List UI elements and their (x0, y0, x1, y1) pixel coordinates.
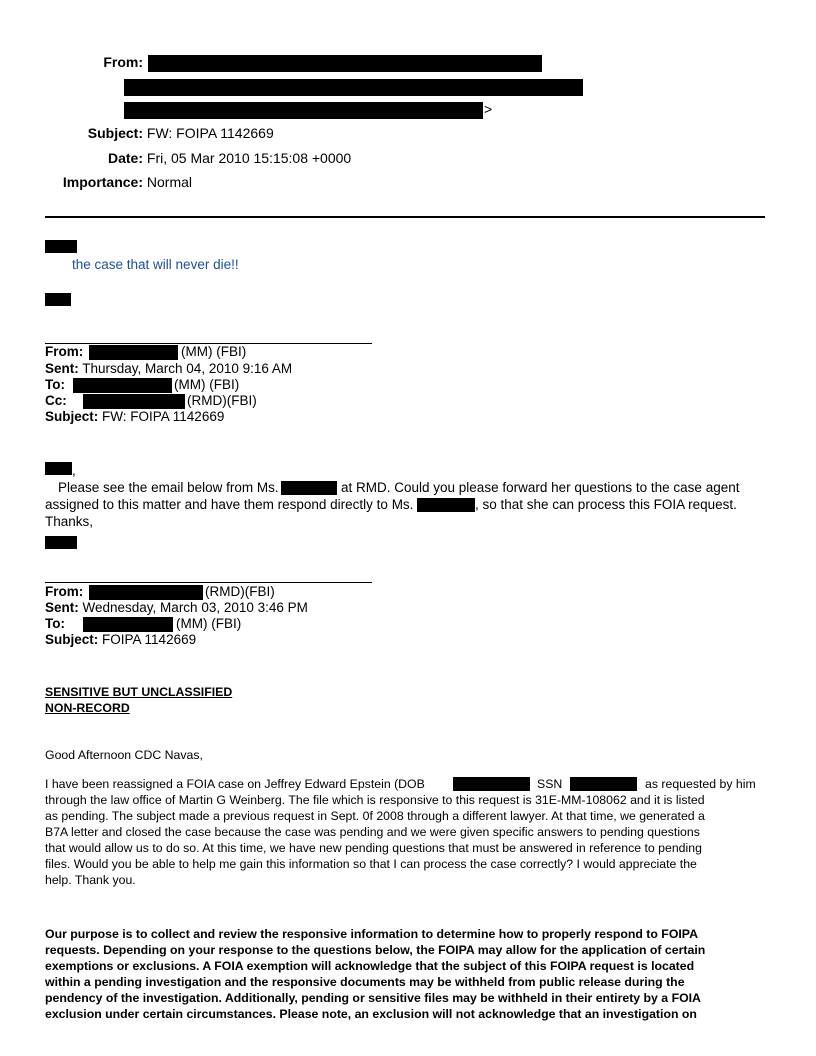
redaction (83, 394, 185, 409)
body-line: pendency of the investigation. Additionally, pending or sensitive files may be withheld in their entirety by a FOIA (45, 991, 701, 1005)
body-text: SSN (537, 777, 563, 791)
body-line: help. Thank you. (45, 873, 136, 887)
greeting-comma: , (72, 463, 76, 478)
body-text: at RMD. Could you please forward her questions to the case agent (341, 480, 740, 495)
email1-from: From: (45, 344, 84, 359)
from-label: From: (103, 54, 143, 70)
body-line: files. Would you be able to help me gain this information so that I can process the case correctly? I would appreciate the (45, 857, 697, 871)
body-text: , so that she can process this FOIA request. (475, 497, 737, 512)
subject-value: FW: FOIPA 1142669 (146, 125, 274, 141)
body-line: exemptions or exclusions. A FOIA exemption will acknowledge that the subject of this FOIPA request is located (45, 959, 695, 973)
redaction (45, 240, 77, 253)
importance-row (40, 174, 192, 190)
body-line: Our purpose is to collect and review the responsive information to determine how to properly respond to FOIPA (45, 927, 698, 941)
date-value: Fri, 05 Mar 2010 15:15:08 +0000 (146, 150, 352, 166)
from-tail: > (484, 101, 493, 117)
redaction (570, 777, 637, 791)
email1-from-suffix: (MM) (FBI) (181, 344, 247, 359)
greeting: Good Afternoon CDC Navas, (45, 748, 203, 762)
redaction (89, 585, 203, 600)
body-text: as requested by him (645, 777, 756, 791)
record-marking: NON-RECORD (45, 701, 130, 715)
from-row (40, 54, 143, 70)
thanks-text: Thanks, (45, 514, 94, 529)
redaction (148, 55, 542, 72)
body-text: I have been reassigned a FOIA case on Jeffrey Edward Epstein (DOB (45, 777, 425, 791)
date-label: Date: (107, 150, 143, 166)
body-line: requests. Depending on your response to the questions below, the FOIPA may allow for the application of certain (45, 943, 706, 957)
email-divider (45, 582, 372, 583)
redaction (281, 481, 337, 495)
redaction (45, 462, 72, 475)
email1-subject: Subject: FW: FOIPA 1142669 (45, 409, 225, 424)
body-line: as pending. The subject made a previous request in Sept. 0f 2008 through a different lawyer. At that time, we generated a (45, 809, 705, 823)
email1-to-suffix: (MM) (FBI) (174, 377, 240, 392)
email2-to-suffix: (MM) (FBI) (176, 616, 242, 631)
subject-label: Subject: (87, 125, 143, 141)
body-line: B7A letter and closed the case because the case was pending and we were given specific answers to pending questions (45, 825, 700, 839)
body-line: that would allow us to do so. At this time, we have new pending questions that must be answered in reference to pending (45, 841, 702, 855)
subject-row (40, 125, 274, 141)
redaction (453, 777, 530, 791)
redaction (124, 102, 483, 119)
email2-sent: Sent: Wednesday, March 03, 2010 3:46 PM (45, 600, 308, 615)
email2-subject: Subject: FOIPA 1142669 (45, 632, 197, 647)
redaction (124, 79, 583, 96)
classification-marking: SENSITIVE BUT UNCLASSIFIED (45, 685, 233, 699)
body-line: through the law office of Martin G Weinberg. The file which is responsive to this request is 31E-MM-108062 and it is listed (45, 793, 705, 807)
redaction (417, 498, 475, 512)
redaction (83, 617, 173, 632)
body-text: Please see the email below from Ms. (58, 480, 279, 495)
redaction (73, 378, 172, 393)
email1-cc-suffix: (RMD)(FBI) (187, 393, 257, 408)
redaction (89, 345, 178, 360)
email1-to: To: (45, 377, 65, 392)
redaction (45, 293, 71, 306)
body-line: exclusion under certain circumstances. Please note, an exclusion will not acknowledge that an investigation on (45, 1007, 697, 1021)
note-text: the case that will never die!! (72, 257, 239, 272)
importance-label: Importance: (62, 174, 143, 190)
email2-from: From: (45, 584, 84, 599)
email1-sent: Sent: Thursday, March 04, 2010 9:16 AM (45, 361, 293, 376)
email2-from-suffix: (RMD)(FBI) (205, 584, 275, 599)
redaction (45, 536, 77, 549)
email2-to: To: (45, 616, 65, 631)
body-line: within a pending investigation and the responsive documents may be withheld from public release during the (45, 975, 685, 989)
importance-value: Normal (146, 174, 193, 190)
body-text: assigned to this matter and have them respond directly to Ms. (45, 497, 414, 512)
header-divider (45, 216, 765, 218)
date-row (40, 150, 351, 166)
email1-cc: Cc: (45, 393, 67, 408)
